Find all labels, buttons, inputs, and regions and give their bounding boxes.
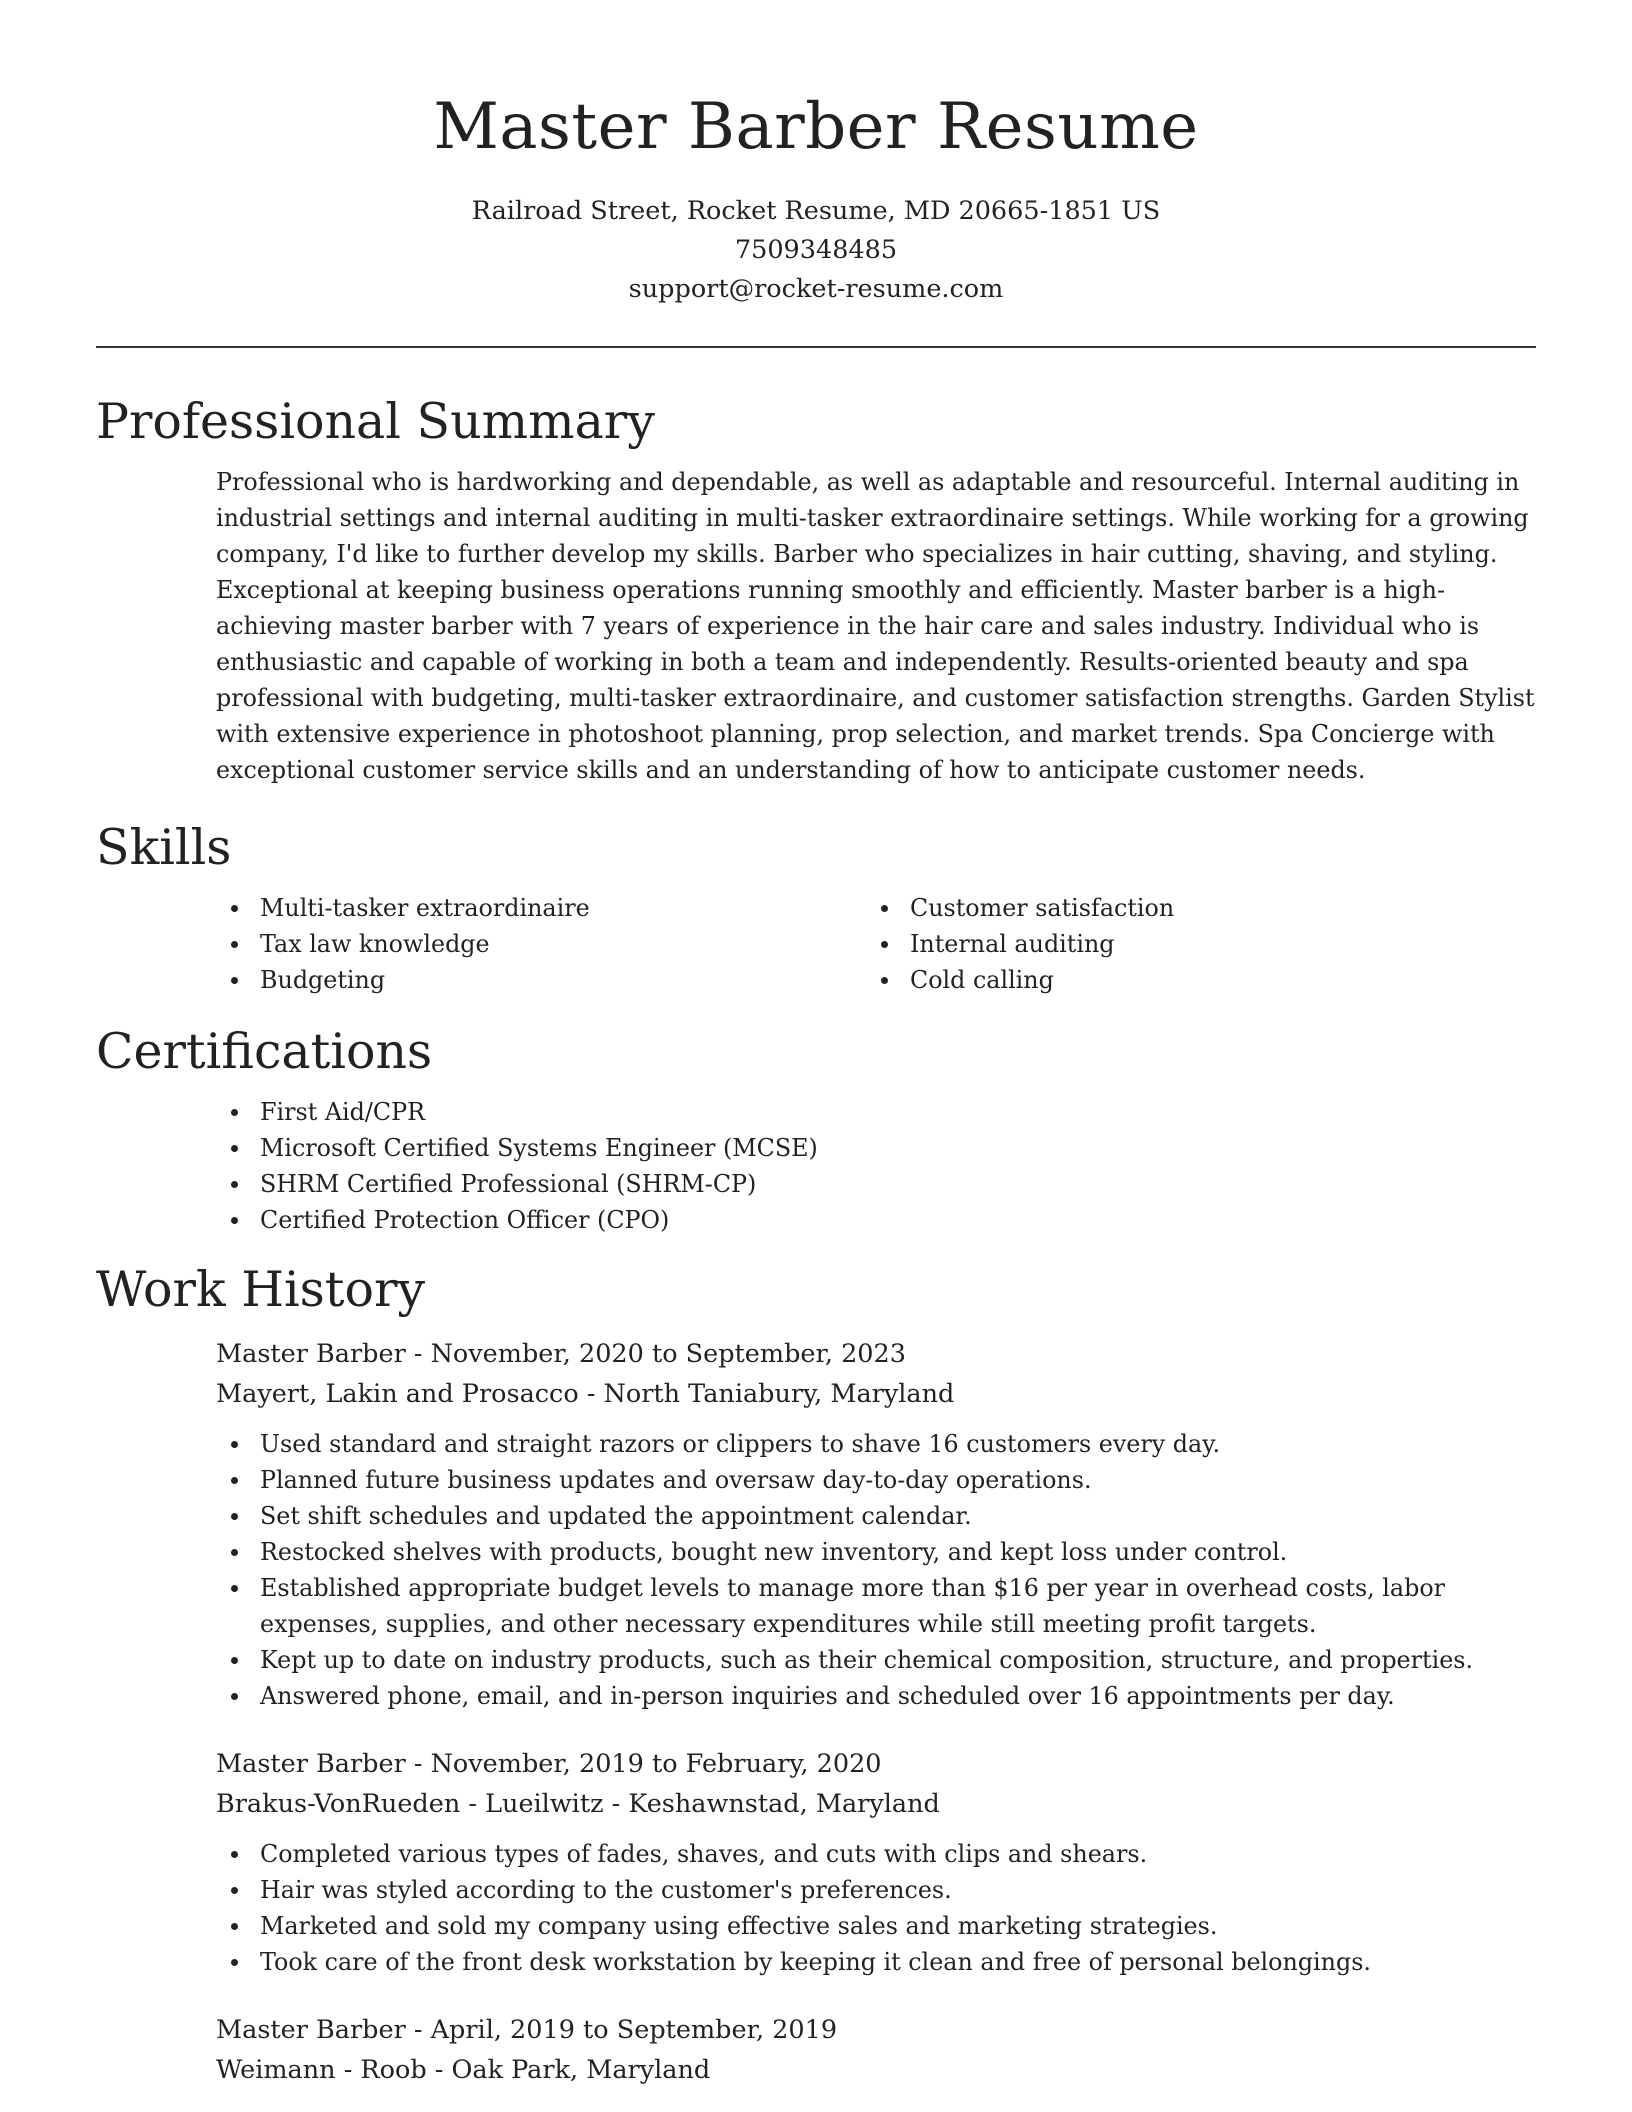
skill-item: Internal auditing [866, 926, 1174, 962]
job-company: Mayert, Lakin and Prosacco [216, 1379, 579, 1409]
certification-item: Certified Protection Officer (CPO) [216, 1202, 1536, 1238]
job-company: Weimann - Roob [216, 2055, 427, 2085]
job-role: Master Barber [216, 2015, 406, 2045]
job-company: Brakus-VonRueden - Lueilwitz [216, 1789, 604, 1819]
phone-line: 7509348485 [734, 235, 898, 265]
job-role: Master Barber [216, 1749, 406, 1779]
job-bullet: Kept up to date on industry products, such as their chemical composition, structure, and properties. [216, 1642, 1536, 1678]
job-entry [216, 1334, 1536, 1714]
job-bullet: Marketed and sold my company using effective sales and marketing strategies. [216, 1908, 1536, 1944]
contact-info [96, 192, 1536, 309]
job-location: North Taniabury, Maryland [603, 1379, 955, 1409]
work-history-heading: Work History [96, 1261, 426, 1318]
job-role: Master Barber [216, 1339, 406, 1369]
job-bullet: Used standard and straight razors or clippers to shave 16 customers every day. [216, 1426, 1536, 1462]
resume-page [96, 0, 1536, 2090]
job-entry [216, 1744, 1536, 1980]
job-bullet: Hair was styled according to the customer's preferences. [216, 1872, 1536, 1908]
job-bullet: Answered phone, email, and in-person inquiries and scheduled over 16 appointments per day. [216, 1678, 1536, 1714]
certification-item: First Aid/CPR [216, 1094, 1536, 1130]
job-dates: November, 2020 to September, 2023 [430, 1339, 906, 1369]
job-location: Oak Park, Maryland [451, 2055, 711, 2085]
job-company-line: Brakus-VonRueden - Lueilwitz - Keshawnstad, Maryland [216, 1789, 940, 1819]
job-bullet: Completed various types of fades, shaves, and cuts with clips and shears. [216, 1836, 1536, 1872]
job-entry [216, 2010, 1536, 2090]
job-bullets [216, 1836, 1536, 1980]
summary-text: Professional who is hardworking and dependable, as well as adaptable and resourceful. Internal auditing in industrial settings and internal auditing in multi-tasker extraordinaire settings. While working for a growing company, I'd like to further develop my skills. Barber who specializes in hair cutting, shaving, and styling. Exceptional at keeping business operations running smoothly and efficiently. Master barber is a high-achieving master barber with 7 years of experience in the hair care and sales industry. Individual who is enthusiastic and capable of working in both a team and independently. Results-oriented beauty and spa professional with budgeting, multi-tasker extraordinaire, and customer satisfaction strengths. Garden Stylist with extensive experience in photoshoot planning, prop selection, and market trends. Spa Concierge with exceptional customer service skills and an understanding of how to anticipate customer needs. [216, 468, 1535, 784]
address-line: Railroad Street, Rocket Resume, MD 20665-1851 US [471, 196, 1161, 226]
certifications-heading: Certifications [96, 1023, 433, 1080]
skills-column-left [216, 890, 866, 998]
header-divider [96, 346, 1536, 348]
certification-item: Microsoft Certified Systems Engineer (MCSE) [216, 1130, 1536, 1166]
skill-item: Budgeting [216, 962, 866, 998]
job-bullet: Set shift schedules and updated the appointment calendar. [216, 1498, 1536, 1534]
job-bullet: Took care of the front desk workstation by keeping it clean and free of personal belongings. [216, 1944, 1536, 1980]
job-company-line: Mayert, Lakin and Prosacco - North Taniabury, Maryland [216, 1379, 955, 1409]
skill-item: Tax law knowledge [216, 926, 866, 962]
job-bullet: Established appropriate budget levels to manage more than $16 per year in overhead costs, labor expenses, supplies, and other necessary expenditures while still meeting profit targets. [216, 1570, 1536, 1642]
skills-list [96, 890, 1536, 998]
job-dates: November, 2019 to February, 2020 [430, 1749, 882, 1779]
job-dates: April, 2019 to September, 2019 [430, 2015, 838, 2045]
skills-heading: Skills [96, 819, 232, 876]
certifications-list [216, 1094, 1536, 1238]
summary-heading: Professional Summary [96, 393, 655, 450]
job-role-line: Master Barber - November, 2019 to February, 2020 [216, 1749, 882, 1779]
skill-item: Multi-tasker extraordinaire [216, 890, 866, 926]
email-line: support@rocket-resume.com [628, 274, 1004, 304]
job-company-line: Weimann - Roob - Oak Park, Maryland [216, 2055, 711, 2085]
job-location: Keshawnstad, Maryland [628, 1789, 940, 1819]
job-role-line: Master Barber - November, 2020 to September, 2023 [216, 1339, 906, 1369]
job-bullet: Planned future business updates and oversaw day-to-day operations. [216, 1462, 1536, 1498]
skill-item: Customer satisfaction [866, 890, 1174, 926]
job-bullet: Restocked shelves with products, bought new inventory, and kept loss under control. [216, 1534, 1536, 1570]
skills-column-right [866, 890, 1174, 998]
resume-title: Master Barber Resume [433, 90, 1199, 164]
skill-item: Cold calling [866, 962, 1174, 998]
job-role-line: Master Barber - April, 2019 to September, 2019 [216, 2015, 838, 2045]
certification-item: SHRM Certified Professional (SHRM-CP) [216, 1166, 1536, 1202]
job-bullets [216, 1426, 1536, 1714]
